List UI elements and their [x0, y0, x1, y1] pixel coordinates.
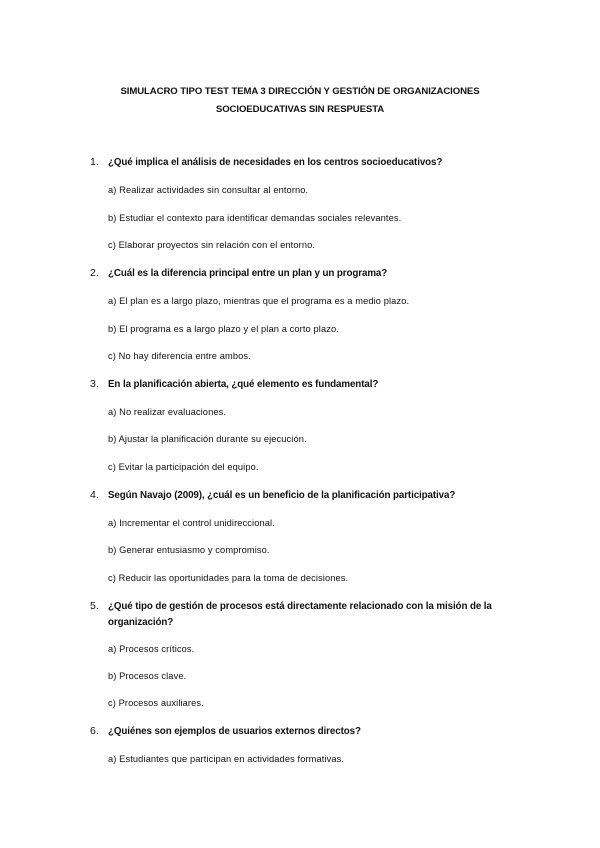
question-3-text: En la planificación abierta, ¿qué elemento es fundamental? [108, 379, 379, 390]
question-2-option-b: b) El programa es a largo plazo y el plan a corto plazo. [108, 324, 339, 334]
question-4-text: Según Navajo (2009), ¿cuál es un beneficio de la planificación participativa? [108, 490, 456, 501]
question-1-number: 1. [90, 156, 99, 168]
question-5-number: 5. [90, 600, 99, 612]
document-title-line-2: SOCIOEDUCATIVAS SIN RESPUESTA [215, 104, 385, 115]
question-6-option-a: a) Estudiantes que participan en actividades formativas. [108, 754, 345, 764]
question-5-option-b: b) Procesos clave. [108, 671, 187, 681]
question-2-option-a: a) El plan es a largo plazo, mientras que el programa es a medio plazo. [108, 296, 410, 306]
question-5-text-line-1: ¿Qué tipo de gestión de procesos está directamente relacionado con la misión de la [108, 601, 492, 612]
question-3-option-b: b) Ajustar la planificación durante su ejecución. [108, 434, 307, 444]
question-4-number: 4. [90, 489, 99, 501]
question-3-option-a: a) No realizar evaluaciones. [108, 407, 227, 417]
question-2-option-c: c) No hay diferencia entre ambos. [108, 351, 251, 361]
question-1-option-c: c) Elaborar proyectos sin relación con el entorno. [108, 240, 316, 250]
question-1-option-a: a) Realizar actividades sin consultar al entorno. [108, 185, 309, 195]
question-3-option-c: c) Evitar la participación del equipo. [108, 462, 259, 472]
question-3-number: 3. [90, 378, 99, 390]
question-1-text: ¿Qué implica el análisis de necesidades en los centros socioeducativos? [108, 157, 443, 168]
question-5-option-a: a) Procesos críticos. [108, 644, 195, 654]
document-title-line-1: SIMULACRO TIPO TEST TEMA 3 DIRECCIÓN Y GESTIÓN DE ORGANIZACIONES [120, 86, 480, 97]
question-4-option-b: b) Generar entusiasmo y compromiso. [108, 545, 270, 555]
question-6-text: ¿Quiénes son ejemplos de usuarios externos directos? [108, 726, 361, 737]
question-1-option-b: b) Estudiar el contexto para identificar demandas sociales relevantes. [108, 213, 402, 223]
question-2-text: ¿Cuál es la diferencia principal entre un plan y un programa? [108, 268, 388, 279]
question-4-option-c: c) Reducir las oportunidades para la toma de decisiones. [108, 573, 349, 583]
question-6-number: 6. [90, 725, 99, 737]
question-5-text-line-2: organización? [108, 617, 174, 628]
question-5-option-c: c) Procesos auxiliares. [108, 698, 204, 708]
question-2-number: 2. [90, 267, 99, 279]
question-4-option-a: a) Incrementar el control unidireccional. [108, 518, 275, 528]
